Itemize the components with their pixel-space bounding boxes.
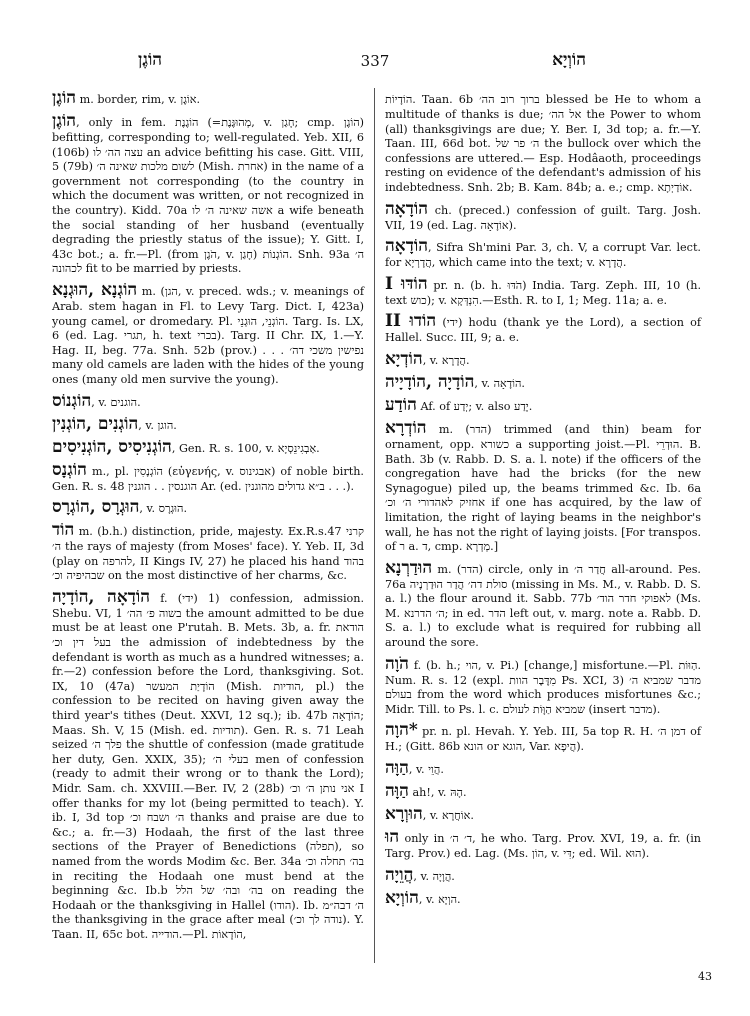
entry-definition: , v. הוֹדָאָה. bbox=[474, 376, 525, 390]
dictionary-entry bbox=[52, 414, 364, 434]
entry-headword: הוֹדְרָא bbox=[385, 417, 427, 438]
entry-definition: , v. הוגנים. bbox=[91, 395, 141, 409]
entry-definition: , v. הֲוֵי. bbox=[408, 763, 444, 777]
entry-definition: ch. (preced.) confession of guilt. Targ. Josh. VII, 19 (ed. Lag. אוֹדָאָה). bbox=[385, 203, 701, 232]
entry-definition: , only in fem. הוֹגֶנֶת (=מְהוּגֶּנֶת, v. חָגַן; cmp. הוֹגֶן) befitting, corresponding to; well-regulated. Yeb. XII, 6 (106b) עצה הה׳ לו an advice befitting his case. Gitt. VIII, 5 (79b) לשום מלכות שאינה ה׳ (Mish. אחרת) in the name of a government not corresponding (to the country in which the document was written, or not recognized in the country). Kidd. 70a אשה שאינה ה׳ לו a wife beneath the social standing of her husband (eventually degrading the priestly status of the issue); Y. Gitt. I, 43c bot.; a. fr.—Pl. (from הֹגֶן, v. חָגַן) הוֹגְנוֹת. Snh. 93a ה׳ לכהונה fit to be married by priests. bbox=[52, 116, 365, 276]
entry-definition: f. (ידי) 1) confession, admission. Shebu. VI, 1 בשוה פ׳ הה׳ the amount admitted to be due must be at least one P'rutah. B. Mets. 3b, a. fr. הודאת בעל דין וכ׳ the admission of indebtedness by the defendant is worth as much as a hundred witnesses; a. fr.—2) confession before the Lord, thanksgiving. Sot. IX, 10 (47a) הוֹדָיַת המעשר (Mish. הודיות, pl.) the confession to be recited on having given away the third year's tithes (Deut. XXVI, 12 sq.); ib. 47b הוֹדָאָה; Maas. Sh. V, 15 (Mish. ed. תודיות). Gen. R. s. 71 Leah seized פלך ה׳ the shuttle of confession (made gratitude her duty, Gen. XXIX, 35); בעלי ה׳ men of confession (ready to admit their wrong or to thank the Lord); Midr. Sam. ch. XXVIII.—Ber. IV, 2 (28b) אני נותן ה׳ וכ׳ I offer thanks for my lot (being permitted to teach). Y. ib. I, 3d top ה׳ ושבח וכ׳ thanks and praise are due to &c.; a. fr.—3) Hodaah, the first of the last three sections of the Prayer of Benedictions (תפלה), so named from the words Modim &c. Ber. 34a בה׳ תחלה וכ׳ in reciting the Hodaah one must bend at the beginning &c. Ib.b בה׳ ובה׳ של הלל on reading the Hodaah or the thanksgiving in Hallel (הודו). Ib. ה׳ דבה״מ the thanksgiving in the grace after meal (נודה לך וכ׳). Y. Taan. II, 65c bot. הודייה.—Pl. הוֹדָאוֹת, bbox=[52, 591, 365, 941]
dictionary-entry bbox=[385, 199, 701, 234]
entry-headword: הוֹגְנָס bbox=[52, 459, 87, 480]
dictionary-entry bbox=[52, 520, 364, 584]
entry-headword: הוֹדָאָה bbox=[385, 236, 428, 257]
entry-definition: only in ד׳ ה׳, he who. Targ. Prov. XVI, 19, a. fr. (in Targ. Prov.) ed. Lag. (Ms. הוֹן, v. דִּי; ed. Wil. הוּא). bbox=[385, 832, 702, 861]
entry-headword: *הוָה bbox=[385, 720, 418, 741]
entry-definition: m. (הדר) trimmed (and thin) beam for ornament, opp. כשורא a supporting joist.—Pl. הוּדְרֵי. B. Bath. 3b (v. Rabb. D. S. a. l. note) if the officers of the congregation have had the bricks (for the new Synagogue) piled up, the beams trimmed &c. Ib. 6a אחזיק לאהדורי ה׳ וכ׳ if one has acquired, by the law of limitation, the right of laying beams in the neighbor's wall, he has not the right of laying joists. [For transpos. of ר a. ד, cmp. מְדְרָא.] bbox=[385, 422, 701, 554]
dictionary-entry bbox=[385, 888, 701, 908]
page-header bbox=[52, 50, 698, 76]
left-running-head: הוֹגֶן bbox=[138, 50, 163, 70]
entry-headword: הַוָּה bbox=[385, 781, 409, 802]
entry-definition: ah!, v. הָהּ. bbox=[408, 786, 467, 800]
dictionary-entry bbox=[52, 460, 364, 495]
entry-definition: , v. הוגן. bbox=[138, 418, 177, 432]
entry-definition: f. (b. h.; הוי, v. Pi.) [change,] misfortune.—Pl. הַוּוֹת. Num. R. s. 12 (expl. מִדֶּבֶר הוות Ps. XCI, 3) מדבר שמביא ה׳ בעולם from the word which produces misfortunes &c.; Midr. Till. to Ps. l. c. שמביא הַוָּוֹת לעולם (insert מדבר). bbox=[385, 658, 701, 716]
entry-headword: הוּגְרָס ,הוֹגְרָס bbox=[52, 497, 140, 518]
entry-definition: , v. הֲוָיָה. bbox=[413, 869, 455, 883]
dictionary-entry bbox=[52, 587, 364, 943]
dictionary-entry bbox=[385, 395, 701, 415]
dictionary-entry bbox=[385, 236, 701, 271]
dictionary-entry bbox=[385, 274, 701, 309]
entry-headword: הוֹדָיָה ,הוֹדָיָיה bbox=[385, 371, 475, 392]
entry-headword: הוֹגְנוֹס bbox=[52, 390, 92, 411]
entry-definition: , v. הוּגְרָס. bbox=[139, 502, 187, 516]
entry-headword: הוֹגְנָא ,הוּגְנָא bbox=[52, 279, 138, 300]
entry-definition: m. border, rim, v. אוֹגֶן. bbox=[76, 93, 201, 106]
dictionary-entry bbox=[52, 111, 364, 277]
entry-definition: , Gen. R. s. 100, v. אַבְגִינֵסְיָא. bbox=[171, 441, 320, 455]
right-column bbox=[385, 88, 701, 911]
dictionary-entry bbox=[385, 418, 701, 555]
dictionary-entry bbox=[385, 349, 701, 369]
entry-definition: m., pl. הוֹגְנָסִין (εὐγενής, v. אבגינוס) of noble birth. Gen. R. s. 48 הוגנסין . . הוגנין Ar. (ed. ב״א גדולים מהוגנין . . .). bbox=[52, 464, 364, 493]
dictionary-entry bbox=[385, 558, 701, 651]
entry-headword: הוֹדָאָה bbox=[385, 198, 428, 219]
entry-headword: הוֹדּוּ I bbox=[385, 273, 428, 294]
entry-headword: הוֹדַע bbox=[385, 394, 417, 415]
entry-headword: הוֹגֶן bbox=[52, 88, 77, 108]
entry-definition: Af. of יְדַע; v. also יָדַע. bbox=[416, 399, 533, 413]
dictionary-entry bbox=[52, 391, 364, 411]
dictionary-entry bbox=[52, 280, 364, 388]
entry-headword: הוֹדוּ II bbox=[385, 311, 437, 332]
entry-headword: הוֹדָאָה ,הוֹדָיָה bbox=[52, 586, 151, 607]
entry-definition: pr. n. (b. h. הֹדּוּ) India. Targ. Zeph. III, 10 (h. text כוש); v. הִנְדְּקָא.—Esth. R. to I, 1; Meg. 11a; a. e. bbox=[385, 278, 701, 307]
entry-definition: הוֹדָיוֹת. Taan. 6b ברוך רוב הה׳ blessed be He to whom a multitude of thanks is due; אל הה׳ the Power to whom (all) thanksgivings are due; Y. Ber. I, 3d top; a. fr.—Y. Taan. III, 66d bot. ה׳ פר של the bullock over which the confessions are uttered.— Esp. Hodâaoth, proceedings resting on evidence of the defendant's admission of his indebtedness. Snh. 2b; B. Kam. 84b; a. e.; cmp. אוֹדַיְתָא. bbox=[385, 93, 702, 194]
left-column bbox=[52, 88, 364, 946]
dictionary-entry bbox=[385, 758, 701, 778]
entry-headword: הוֹגְנִיסִיס ,הוֹגְנִיסִים bbox=[52, 436, 172, 457]
entry-headword: הוֹגְנִים ,הוֹגְנִין bbox=[52, 413, 139, 434]
signature-mark: 43 bbox=[698, 970, 712, 983]
dictionary-entry bbox=[385, 311, 701, 346]
entry-definition: m. (הגן, v. preced. wds.; v. meanings of Arab. stem hagan in Fl. to Levy Targ. Dict. I, 423a) young camel, or dromedary. Pl. הוֹגְנֵי, הוּגְנֵי. Targ. Is. LX, 6 (ed. Lag. תגרי, h. text בכרי). Targ. II Chr. IX, 1.—Y. Hag. II, beg. 77a. Snh. 52b (prov.) . . . נפישין משכי דה׳ many old camels are laden with the hides of the young ones (many old men survive the young). bbox=[52, 284, 365, 386]
dictionary-entry bbox=[52, 437, 364, 457]
dictionary-entry bbox=[385, 88, 701, 196]
dictionary-entry bbox=[52, 497, 364, 517]
dictionary-entry bbox=[385, 804, 701, 824]
entry-headword: הַוָּה bbox=[385, 758, 409, 779]
dictionary-entry bbox=[385, 654, 701, 718]
column-divider bbox=[374, 88, 375, 963]
page-number: 337 bbox=[360, 52, 390, 70]
entry-definition: m. (הדר) circle, only in חֲדַר ה׳ all-around. Pes. 76a סולת דה׳ הֲדַר הוּדַרְנָיה (missing in Ms. M., v. Rabb. D. S. a. l.) the flour around it. Sabb. 77b לאפוקי חדר הוד׳ (Ms. M. ה׳ הדרנא; in ed. הדר left out, v. marg. note a. Rabb. D. S. a. l.) to exclude what is required for rubbing all around the sore. bbox=[385, 562, 701, 650]
entry-headword: הוֹגֶן bbox=[52, 111, 77, 131]
entry-headword: הֹוָה bbox=[385, 653, 409, 674]
entry-definition: (ידי) hodu (thank ye the Lord), a section of Hallel. Succ. III, 9; a. e. bbox=[385, 316, 702, 345]
dictionary-entry bbox=[385, 865, 701, 885]
right-running-head: הוֹוְיָא bbox=[552, 50, 586, 70]
entry-definition: m. (b.h.) distinction, pride, majesty. Ex.R.s.47 קרני ה׳ the rays of majesty (from Moses' face). Y. Yeb. II, 3d (play on להרפה, II Kings IV, 27) he placed his hand בהוד שבהיפיה וכ׳ on the most distinctive of her charms, &c. bbox=[52, 525, 364, 583]
entry-headword: הוֹדְיָא bbox=[385, 348, 423, 369]
entry-headword: הוּוְרָא bbox=[385, 804, 423, 825]
entry-headword: הוּ bbox=[385, 827, 400, 848]
entry-definition: pr. n. pl. Hevah. Y. Yeb. III, 5a top R. H. דמן ה׳ of H.; (Gitt. 86b הונא or הוגא, Var. הֲיפָא). bbox=[385, 725, 701, 754]
entry-definition: , v. אוֹחֲרָא. bbox=[422, 809, 474, 823]
entry-definition: , v. הֲדָרָא. bbox=[422, 353, 470, 367]
dictionary-entry bbox=[385, 781, 701, 801]
dictionary-entry bbox=[385, 720, 701, 755]
entry-headword: הוּדַרְנָא bbox=[385, 557, 433, 578]
entry-headword: הֲוֵיָה bbox=[385, 864, 414, 885]
entry-definition: , v. הוְיָא. bbox=[418, 892, 461, 906]
dictionary-entry bbox=[52, 88, 364, 108]
dictionary-entry bbox=[385, 372, 701, 392]
entry-definition: , Sifra Sh'mini Par. 3, ch. V, a corrupt Var. lect. for הֲדָרְיָא, which came into the text; v. הֲדָרָא. bbox=[385, 241, 701, 270]
dictionary-entry bbox=[385, 827, 701, 862]
entry-headword: הוֹד bbox=[52, 520, 75, 541]
entry-headword: הוֹוְיָא bbox=[385, 887, 419, 908]
